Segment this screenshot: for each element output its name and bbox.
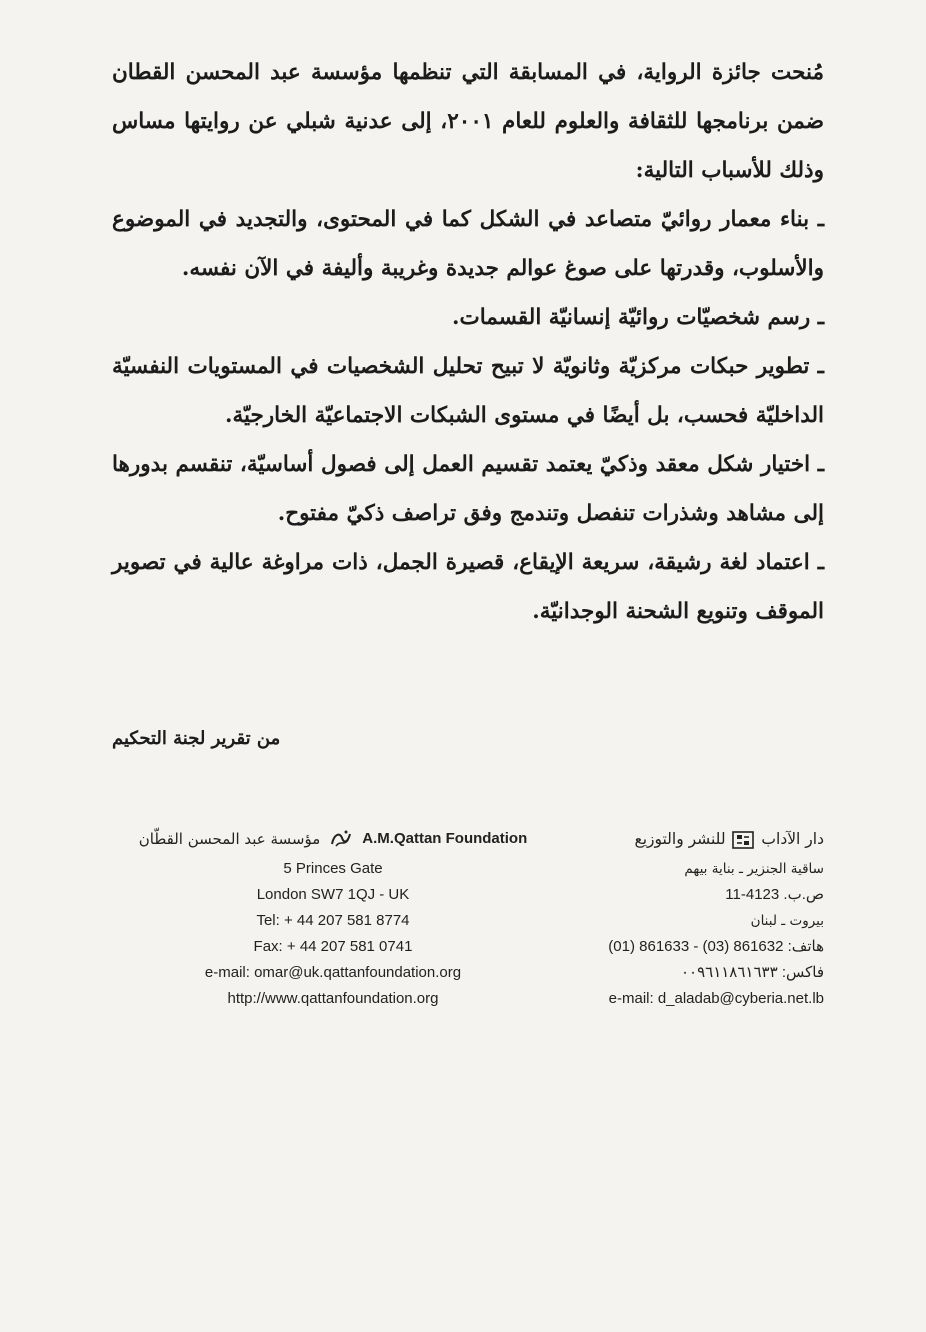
foundation-email: e-mail: omar@uk.qattanfoundation.org xyxy=(204,964,462,981)
foundation-website: http://www.qattanfoundation.org xyxy=(227,990,439,1007)
dar-al-adab-logo-icon xyxy=(732,831,754,849)
report-paragraph-reason-2: ـ رسم شخصيّات روائيّة إنسانيّة القسمات. xyxy=(452,305,824,330)
report-paragraph-reason-3: ـ تطوير حبكات مركزيّة وثانويّة لا تبيح تحليل الشخصيات في المستويات النفسيّة الداخليّة فحسب، بل أيضًا في مستوى الشبكات الاجتماعيّة الخارجيّة. xyxy=(112,354,824,428)
publisher-address: ساقية الجنزير ـ بناية بيهم xyxy=(684,861,824,877)
foundation-name-arabic: مؤسسة عبد المحسن القطّان xyxy=(138,830,321,848)
publisher-fax: فاكس: ٠٠٩٦١١٨٦١٦٣٣ xyxy=(680,964,824,981)
publisher-pobox: ص.ب. 4123-11 xyxy=(725,886,824,903)
report-paragraph-intro: مُنحت جائزة الرواية، في المسابقة التي تنظمها مؤسسة عبد المحسن القطان ضمن برنامجها للثقافة والعلوم للعام ٢٠٠١، إلى عدنية شبلي عن روايتها مساس وذلك للأسباب التالية: xyxy=(112,60,824,183)
qattan-logo-icon xyxy=(328,828,354,850)
report-paragraph-reason-5: ـ اعتماد لغة رشيقة، سريعة الإيقاع، قصيرة الجمل، ذات مراوغة عالية في تصوير الموقف وتنويع الشحنة الوجدانيّة. xyxy=(112,550,824,624)
publisher-name-part-1: دار الآداب xyxy=(761,830,824,848)
foundation-address-line-1: 5 Princes Gate xyxy=(283,860,383,877)
foundation-fax: Fax: + 44 207 581 0741 xyxy=(253,938,413,955)
foundation-name-english: A.M.Qattan Foundation xyxy=(362,830,528,847)
publisher-city: بيروت ـ لبنان xyxy=(750,913,824,929)
foundation-contact-block xyxy=(108,826,558,1012)
report-paragraph-reason-4: ـ اختيار شكل معقد وذكيّ يعتمد تقسيم العمل إلى فصول أساسيّة، تنقسم بدورها إلى مشاهد وشذرات تنفصل وتندمج وفق تراصف ذكيّ مفتوح. xyxy=(112,452,824,526)
foundation-address-line-2: London SW7 1QJ - UK xyxy=(256,886,410,903)
publisher-contact-block xyxy=(562,826,824,1012)
report-paragraph-reason-1: ـ بناء معمار روائيّ متصاعد في الشكل كما في المحتوى، والتجديد في الموضوع والأسلوب، وقدرتها على صوغ عوالم جديدة وغريبة وأليفة في الآن نفسه. xyxy=(112,207,824,281)
foundation-tel: Tel: + 44 207 581 8774 xyxy=(256,912,410,929)
publisher-phone: هاتف: 861632 (03) - 861633 (01) xyxy=(608,938,824,955)
foundation-title-row xyxy=(108,826,558,852)
jury-report-text xyxy=(112,48,824,636)
publisher-email: e-mail: d_aladab@cyberia.net.lb xyxy=(608,990,824,1007)
report-signature: من تقرير لجنة التحكيم xyxy=(112,728,281,749)
publisher-title-row xyxy=(562,826,824,852)
publisher-name-part-2: للنشر والتوزيع xyxy=(634,830,726,848)
